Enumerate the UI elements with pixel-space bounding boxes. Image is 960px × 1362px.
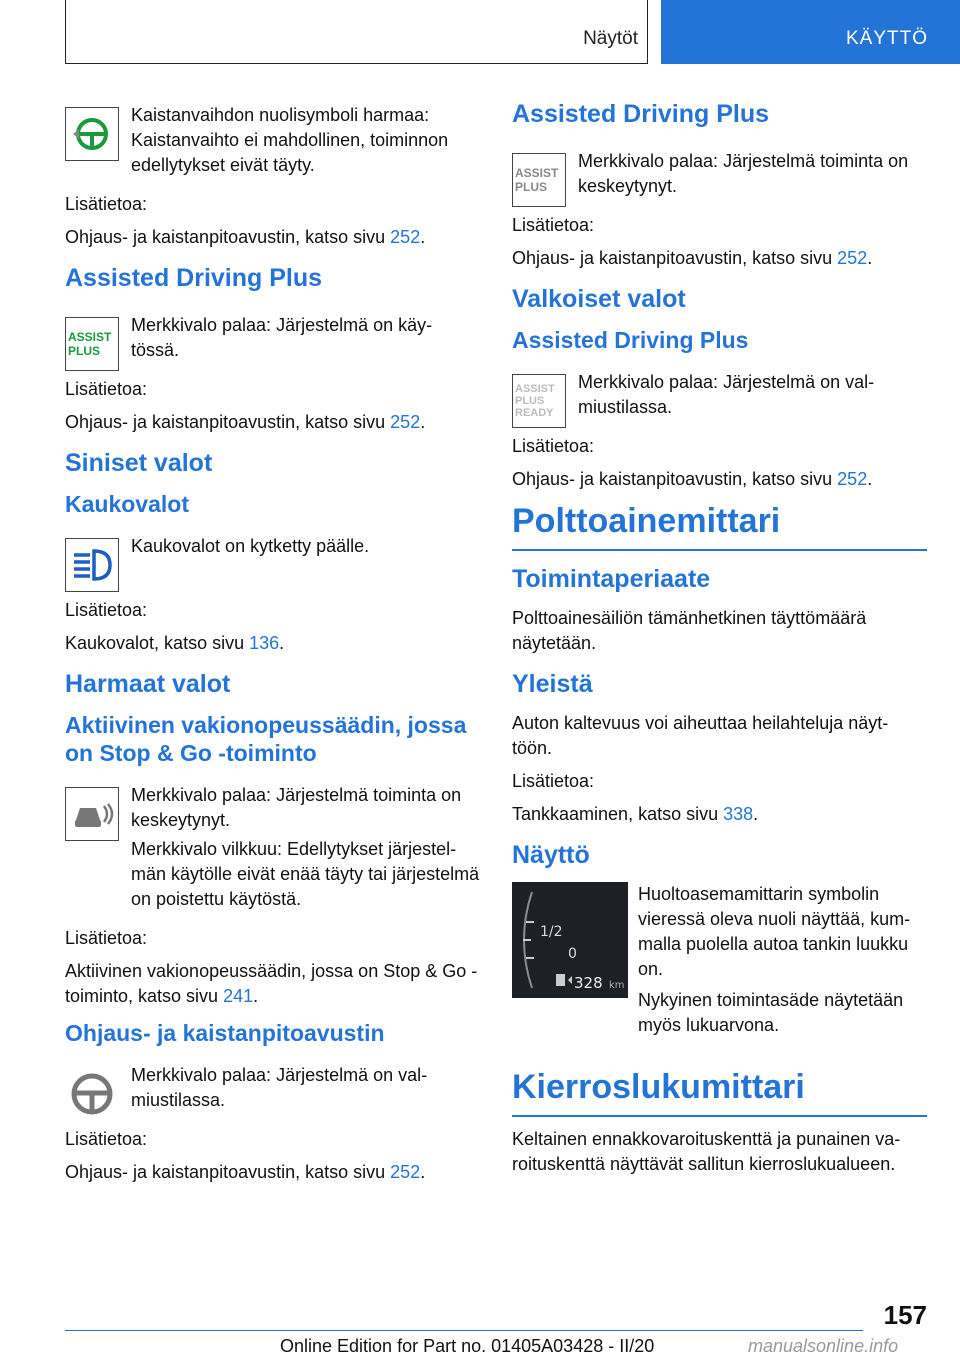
left-column <box>65 95 480 1193</box>
reference-text: Ohjaus- ja kaistanpitoavustin, katso sivu <box>512 469 838 489</box>
heading-principle: Toimintaperiaate <box>512 565 711 593</box>
lane-change-block <box>65 95 480 178</box>
more-info-label: Lisätietoa: <box>65 928 148 948</box>
gauge-half-label: 1/2 <box>540 924 563 940</box>
steering-wheel-icon <box>65 1067 119 1121</box>
fuel-gauge-image <box>512 882 628 998</box>
heading-gray-lights: Harmaat valot <box>65 670 231 698</box>
heading-assisted-driving-plus: Assisted Driving Plus <box>512 100 770 128</box>
assist-plus-icon <box>65 317 119 371</box>
gauge-zero-label: 0 <box>568 946 577 962</box>
page-number: 157 <box>883 1300 927 1330</box>
gauge-range-unit: km <box>609 980 625 991</box>
reference: Aktiivinen vakionopeussäädin, jossa on Stop & Go -toiminto, katso sivu 241. <box>65 961 478 1006</box>
fuel-display-text: Huoltoasemamittarin symbolin vieressä oleva nuoli näyttää, kum- malla puolella autoa tankin luukku on. <box>638 884 911 979</box>
high-beam-block <box>65 526 480 584</box>
reference-text: Ohjaus- ja kaistanpitoavustin, katso sivu <box>65 227 391 247</box>
page-link[interactable]: 252 <box>837 248 868 268</box>
acc-blink-text: Merkkivalo vilkkuu: Edellytykset järjestel- män käytölle eivät enää täyty tai järjestelmä on poistettu käytöstä. <box>131 839 480 909</box>
heading-assisted-driving-plus-2: Assisted Driving Plus <box>512 327 749 353</box>
acc-text-continued <box>131 837 480 912</box>
reference: Ohjaus- ja kaistanpitoavustin, katso sivu 252. <box>512 248 873 268</box>
header-chapter-label: KÄYTTÖ <box>846 28 929 49</box>
reference: Ohjaus- ja kaistanpitoavustin, katso sivu 252. <box>65 412 426 432</box>
reference-text: Kaukovalot, katso sivu <box>65 633 250 653</box>
header-section-title: Näytöt <box>583 28 638 49</box>
gauge-range-value: 328 <box>574 974 603 992</box>
lane-change-arrow-icon <box>65 107 119 161</box>
heading-acc-stop-go: Aktiivinen vakionopeussäädin, jossa on Stop & Go -toiminto <box>65 712 467 766</box>
assist-plus-gray-block <box>512 141 927 199</box>
assist-plus-ready-icon <box>512 374 566 428</box>
reference: Ohjaus- ja kaistanpitoavustin, katso sivu 252. <box>65 1162 426 1182</box>
reference-text: Aktiivinen vakionopeussäädin, jossa on Stop & Go -toiminto, katso sivu <box>65 961 478 1006</box>
fuel-principle-text: Polttoainesäiliön tämänhetkinen täyttömäärä näytetään. <box>512 608 867 653</box>
footer-watermark: manualsonline.info <box>748 1336 899 1356</box>
reference: Tankkaaminen, katso sivu 338. <box>512 804 759 824</box>
heading-assisted-driving-plus: Assisted Driving Plus <box>65 264 323 292</box>
more-info-label: Lisätietoa: <box>65 194 148 214</box>
heading-general: Yleistä <box>512 670 593 698</box>
high-beam-icon <box>65 538 119 592</box>
steering-block <box>65 1055 480 1113</box>
more-info-label: Lisätietoa: <box>65 1129 148 1149</box>
more-info-label: Lisätietoa: <box>65 600 148 620</box>
assist-plus-gray-text: Merkkivalo palaa: Järjestelmä toiminta on keskeytynyt. <box>578 151 909 196</box>
page-link[interactable]: 136 <box>249 633 280 653</box>
footer-divider <box>65 1330 863 1331</box>
heading-tachometer: Kierroslukumittari <box>512 1068 927 1117</box>
fuel-display-block <box>512 882 927 1038</box>
reference: Ohjaus- ja kaistanpitoavustin, katso sivu 252. <box>512 469 873 489</box>
more-info-label: Lisätietoa: <box>65 379 148 399</box>
tachometer-text: Keltainen ennakkovaroituskenttä ja punainen va- roituskenttä näyttävät sallitun kierroslukualueen. <box>512 1129 901 1174</box>
page-link[interactable]: 252 <box>390 227 421 247</box>
header-chapter-tab <box>661 0 960 64</box>
steering-text: Merkkivalo palaa: Järjestelmä on val- miustilassa. <box>131 1065 428 1110</box>
assist-plus-icon-label: ASSIST PLUS <box>68 330 112 358</box>
heading-display: Näyttö <box>512 841 590 869</box>
assist-plus-gray-icon-label: ASSIST PLUS <box>515 166 559 194</box>
page-link[interactable]: 252 <box>390 412 421 432</box>
page-link[interactable]: 252 <box>837 469 868 489</box>
page-link[interactable]: 338 <box>723 804 754 824</box>
assist-plus-block <box>65 305 480 363</box>
more-info-label: Lisätietoa: <box>512 215 595 235</box>
reference: Ohjaus- ja kaistanpitoavustin, katso sivu 252. <box>65 227 426 247</box>
high-beam-text: Kaukovalot on kytketty päälle. <box>131 536 370 556</box>
assist-plus-ready-block <box>512 362 927 420</box>
heading-white-lights: Valkoiset valot <box>512 285 686 313</box>
footer-edition: Online Edition for Part no. 01405A03428 - II/20 <box>280 1336 655 1356</box>
page-link[interactable]: 241 <box>223 986 254 1006</box>
reference-text: Ohjaus- ja kaistanpitoavustin, katso sivu <box>512 248 838 268</box>
page-link[interactable]: 252 <box>390 1162 421 1182</box>
reference-text: Ohjaus- ja kaistanpitoavustin, katso sivu <box>65 412 391 432</box>
heading-high-beams: Kaukovalot <box>65 491 189 517</box>
more-info-label: Lisätietoa: <box>512 436 595 456</box>
heading-blue-lights: Siniset valot <box>65 449 213 477</box>
acc-text: Merkkivalo palaa: Järjestelmä toiminta on keskeytynyt. <box>131 785 462 830</box>
lane-change-text: Kaistanvaihdon nuolisymboli harmaa: Kaistanvaihto ei mahdollinen, toiminnon edellytykset eivät täyty. <box>131 105 449 175</box>
reference: Kaukovalot, katso sivu 136. <box>65 633 285 653</box>
assist-plus-ready-text: Merkkivalo palaa: Järjestelmä on val- miustilassa. <box>578 372 875 417</box>
heading-fuel-gauge: Polttoainemittari <box>512 502 927 551</box>
fuel-general-text: Auton kaltevuus voi aiheuttaa heilahteluja näyt- töön. <box>512 713 889 758</box>
assist-plus-ready-icon-label: ASSIST PLUS READY <box>515 383 555 419</box>
assist-plus-gray-icon <box>512 153 566 207</box>
assist-plus-text: Merkkivalo palaa: Järjestelmä on käy- tössä. <box>131 315 433 360</box>
more-info-label: Lisätietoa: <box>512 771 595 791</box>
fuel-range-text-content: Nykyinen toimintasäde näytetään myös lukuarvona. <box>638 990 904 1035</box>
right-column <box>512 100 927 1185</box>
cruise-control-car-icon <box>65 787 119 841</box>
heading-steering-lane-assist: Ohjaus- ja kaistanpitoavustin <box>65 1020 385 1046</box>
reference-text: Tankkaaminen, katso sivu <box>512 804 724 824</box>
reference-text: Ohjaus- ja kaistanpitoavustin, katso sivu <box>65 1162 391 1182</box>
header-section-box <box>65 0 648 64</box>
acc-block <box>65 775 480 833</box>
fuel-range-text <box>638 982 927 1038</box>
